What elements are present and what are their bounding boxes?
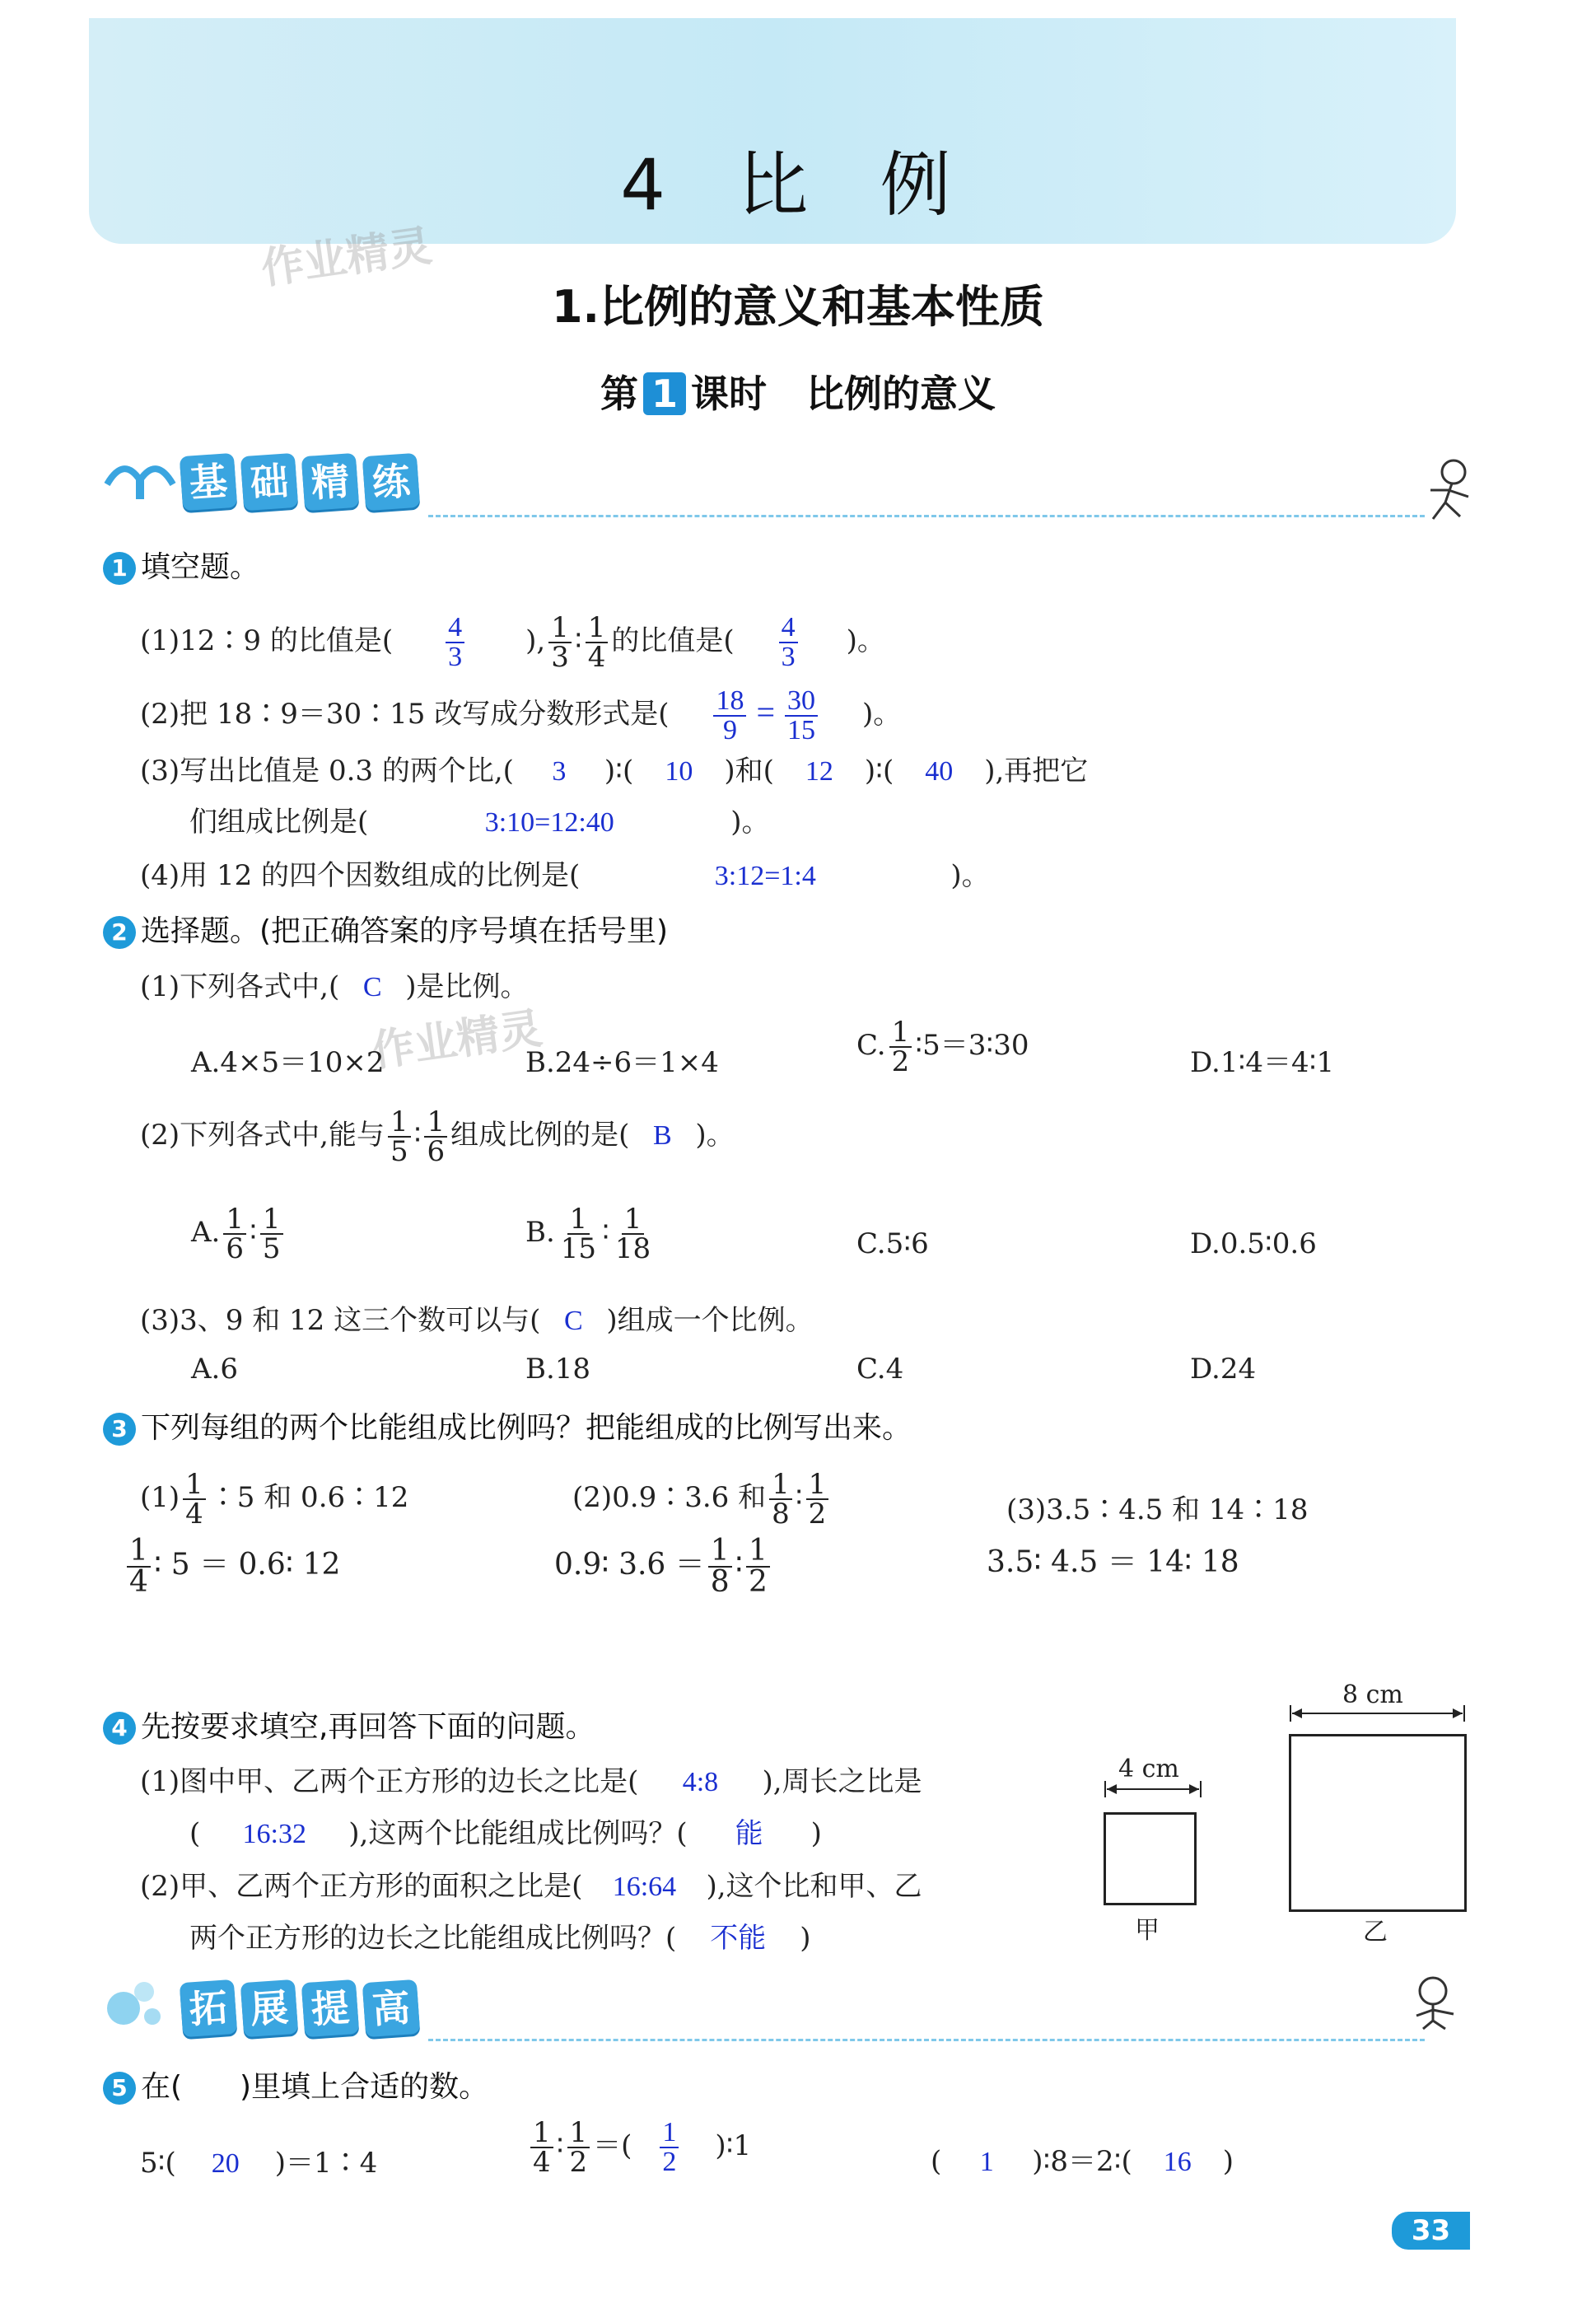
q1-title: 填空题。 [141,550,260,584]
lesson-suffix: 课时 [690,372,767,416]
tag-char: 基 [180,453,237,511]
tag-char: 础 [240,453,298,511]
q2-s3-option-b: B.18 [525,1353,591,1386]
lesson-name: 比例的意义 [806,372,996,416]
q3-number: 3 [103,1413,136,1446]
q1-part3: (3)写出比值是 0.3 的两个比,( 3 )∶( 10 )和( 12 )∶( 40 ),再把它 [140,755,1089,787]
square-jia [1104,1812,1197,1905]
page-number: 33 [1392,2212,1470,2250]
divider [428,2039,1425,2041]
runner-icon [1421,457,1478,523]
lesson-prefix: 第 [600,372,638,416]
q5-eq2: $\frac{1}{4}$ ∶ $\frac{1}{2}$ ＝( $\frac{1}{2}$ )∶1 [527,2119,751,2176]
q1-part2: (2)把 18∶9＝30∶15 改写成分数形式是( $\frac{18}{9}$ = $\frac{30}{15}$ )。 [140,685,902,745]
small-square-dimension-line [1104,1781,1202,1797]
small-square-label: 4 cm [1118,1755,1179,1783]
q4-line3: (2)甲、乙两个正方形的面积之比是( 16:64 ),这个比和甲、乙 [140,1870,922,1903]
chapter-title: 4 比 例 [620,144,976,227]
q2-s3-option-c: C.4 [856,1353,904,1386]
q2-s3-option-a: A.6 [191,1353,238,1386]
q4-number: 4 [103,1712,136,1745]
q2-s2-option-d: D.0.5∶0.6 [1190,1227,1317,1260]
q1-part3-line2: 们组成比例是( 3:10=12:40 )。 [189,806,770,839]
q2-s2-option-a: A. $\frac{1}{6}$ ∶ $\frac{1}{5}$ [191,1205,287,1263]
q2-s1-option-d: D.1∶4＝4∶1 [1190,1046,1335,1079]
bubbles-icon [103,1975,177,2033]
q3-group1: (1) $\frac{1}{4}$ ∶5 和 0.6∶12 [140,1468,409,1531]
q1-number: 1 [103,552,136,585]
q2-title: 选择题。(把正确答案的序号填在括号里) [141,914,669,948]
divider [428,515,1425,517]
sprout-icon [103,451,177,501]
q3-group2: (2)0.9∶3.6 和 $\frac{1}{8}$ ∶ $\frac{1}{2}$ [572,1470,832,1528]
q5-number: 5 [103,2072,136,2105]
q3-group3-answer: 3.5∶ 4.5 ＝ 14∶ 18 [987,1545,1239,1579]
tag-char: 练 [362,453,420,511]
section-extend [181,1981,425,2035]
square-yi [1289,1734,1467,1912]
q1-part1: (1)12∶9 的比值是( $\frac{4}{3}$ ), $\frac{1}{3}$ ∶ $\frac{1}{4}$ 的比值是( $\frac{4}{3}$ )。 [140,611,885,674]
watermark: 作业精灵 [258,221,435,295]
q2-number: 2 [103,916,136,949]
q2-sub3: (3)3、9 和 12 这三个数可以与( C )组成一个比例。 [140,1304,814,1337]
section-basic [181,455,425,509]
q3-group2-answer: 0.9∶ 3.6 ＝ $\frac{1}{8}$ ∶ $\frac{1}{2}$ [554,1536,773,1597]
q3-group3: (3)3.5∶4.5 和 14∶18 [1006,1493,1309,1526]
q5-eq3: ( 1 )∶8＝2∶( 16 ) [931,2145,1234,2178]
q3-group1-answer: $\frac{1}{4}$ ∶ 5 ＝ 0.6∶ 12 [124,1536,340,1597]
tag-char: 精 [301,453,359,511]
tag-char: 拓 [180,1979,237,2037]
q4-line1: (1)图中甲、乙两个正方形的边长之比是( 4:8 ),周长之比是 [140,1765,922,1798]
q2-sub2: (2)下列各式中,能与 $\frac{1}{5}$ ∶ $\frac{1}{6}$ 组成比例的是( B )。 [140,1105,735,1168]
q2-s2-option-b: B. $\frac{1}{15}$ ∶ $\frac{1}{18}$ [525,1203,651,1265]
q5-eq1: 5∶( 20 )＝1∶4 [140,2147,378,2180]
q4-line4: 两个正方形的边长之比能组成比例吗？( 不能 ) [189,1922,811,1955]
watermark: 作业精灵 [368,1003,545,1077]
q2-s2-option-c: C.5∶6 [856,1227,929,1260]
q2-s1-option-c: C. $\frac{1}{2}$ ∶5＝3∶30 [856,1016,1029,1078]
q2-s3-option-d: D.24 [1190,1353,1257,1386]
square-jia-name: 甲 [1135,1916,1160,1945]
q4-line2: ( 16:32 ),这两个比能组成比例吗？( 能 ) [189,1817,822,1850]
q1-part4: (4)用 12 的四个因数组成的比例是( 3:12=1:4 )。 [140,859,990,892]
q2-s1-option-a: A.4×5＝10×2 [191,1046,385,1079]
tag-char: 提 [301,1979,359,2037]
character-icon [1408,1973,1474,2031]
q2-sub1: (1)下列各式中,( C )是比例。 [140,970,529,1003]
q2-header [103,908,668,950]
tag-char: 高 [362,1979,420,2037]
q3-header [103,1404,912,1446]
lesson-number: 1 [643,372,686,415]
lesson-title [0,364,1596,418]
square-yi-name: 乙 [1363,1918,1388,1946]
tag-char: 展 [240,1979,298,2037]
q3-title: 下列每组的两个比能组成比例吗？把能组成的比例写出来。 [141,1411,912,1445]
q2-s1-option-b: B.24÷6＝1×4 [525,1046,719,1079]
large-square-label: 8 cm [1342,1680,1403,1709]
q4-title: 先按要求填空,再回答下面的问题。 [141,1710,595,1744]
q1-header [103,544,259,586]
q4-header [103,1703,595,1746]
section-title: 1.比例的意义和基本性质 [551,281,1045,333]
q5-header: 5 在( )里填上合适的数。 [103,2063,488,2105]
